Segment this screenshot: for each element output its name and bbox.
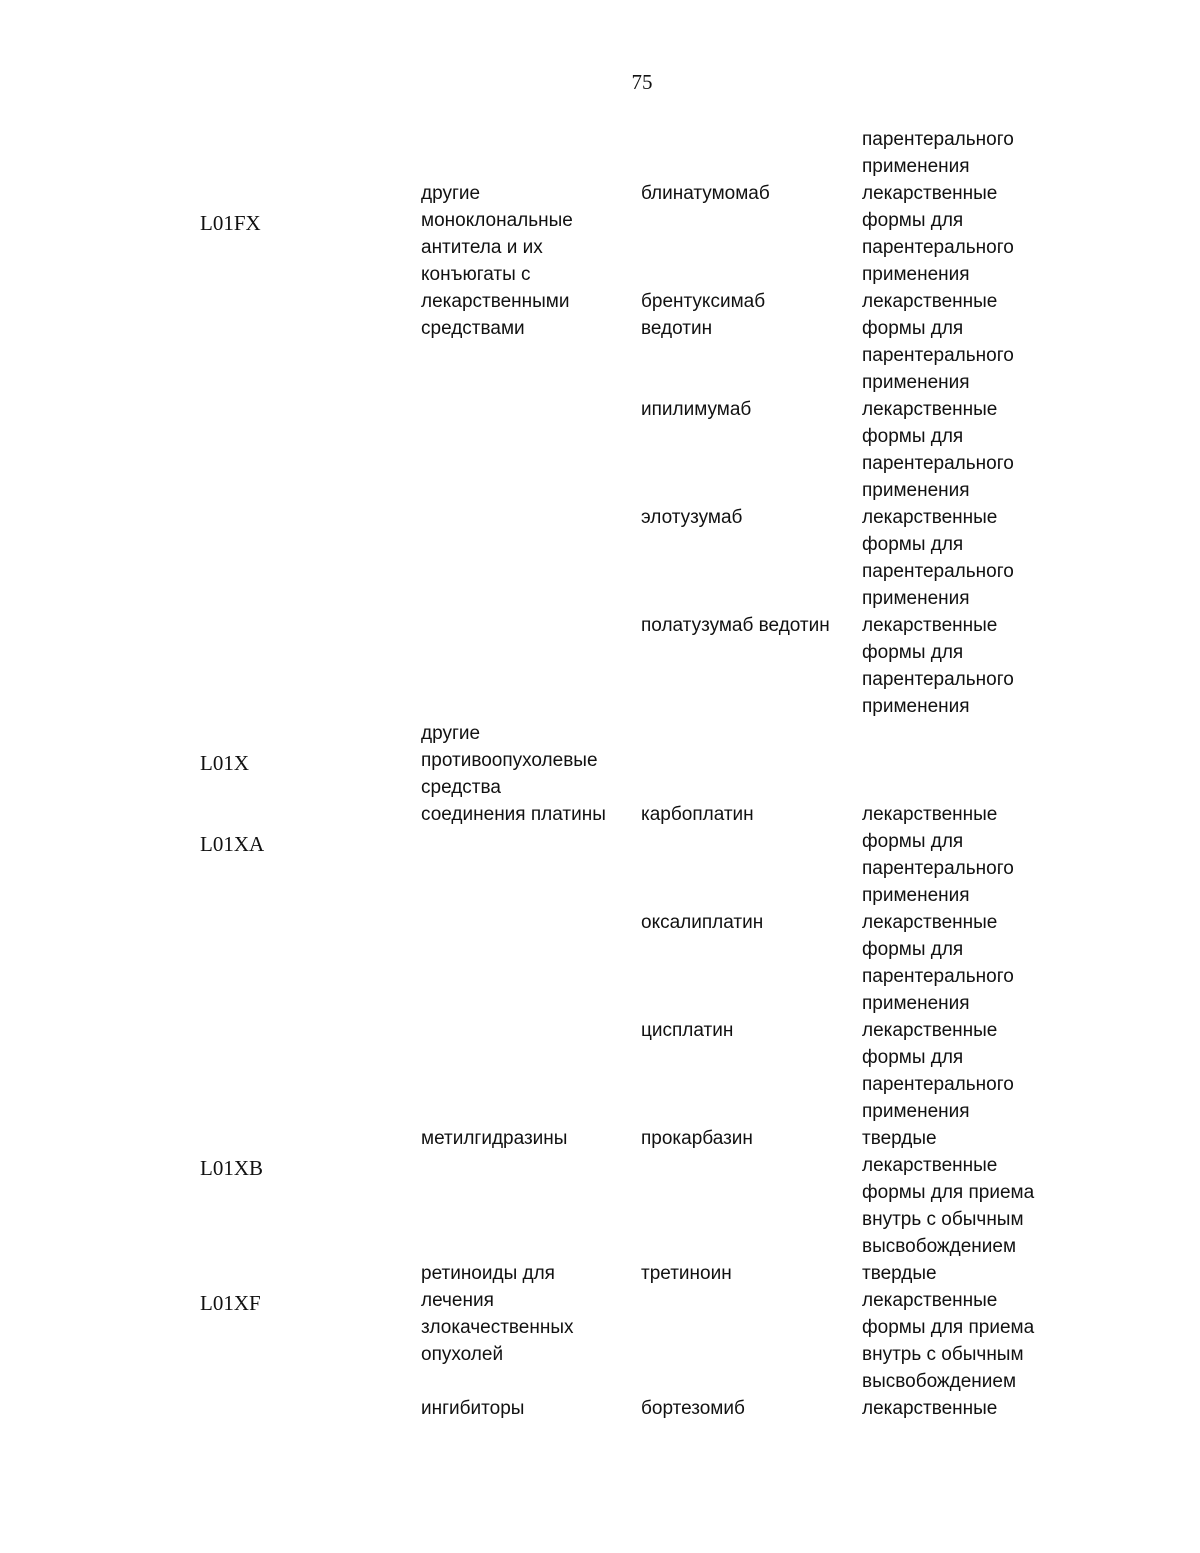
- drug-name: ведотин: [641, 318, 713, 339]
- table-row: [0, 1125, 1200, 1152]
- dosage-form: применения: [862, 480, 970, 501]
- dosage-form: парентерального: [862, 237, 1014, 258]
- dosage-form: парентерального: [862, 345, 1014, 366]
- table-row: [0, 153, 1200, 180]
- table-row: [0, 1206, 1200, 1233]
- dosage-form: твердые: [862, 1263, 937, 1284]
- table-row: [0, 1152, 1200, 1179]
- table-row: [0, 1179, 1200, 1206]
- table-row: [0, 1314, 1200, 1341]
- pharmacological-group: соединения платины: [421, 804, 606, 825]
- table-row: [0, 396, 1200, 423]
- dosage-form: формы для: [862, 210, 964, 231]
- table-row: [0, 1233, 1200, 1260]
- pharmacological-group: ретиноиды для: [421, 1263, 555, 1284]
- dosage-form: лекарственные: [862, 1020, 998, 1041]
- dosage-form: внутрь с обычным: [862, 1344, 1024, 1365]
- table-row: [0, 1287, 1200, 1314]
- dosage-form: лекарственные: [862, 804, 998, 825]
- table-row: [0, 1017, 1200, 1044]
- table-row: [0, 126, 1200, 153]
- dosage-form: парентерального: [862, 453, 1014, 474]
- dosage-form: формы для приема: [862, 1317, 1035, 1338]
- table-row: [0, 720, 1200, 747]
- table-row: [0, 504, 1200, 531]
- table-row: [0, 369, 1200, 396]
- dosage-form: применения: [862, 696, 970, 717]
- dosage-form: парентерального: [862, 129, 1014, 150]
- drug-name: прокарбазин: [641, 1128, 753, 1149]
- drug-name: полатузумаб ведотин: [641, 615, 830, 636]
- table-row: [0, 423, 1200, 450]
- table-row: [0, 288, 1200, 315]
- table-row: [0, 693, 1200, 720]
- dosage-form: формы для: [862, 318, 964, 339]
- table-row: [0, 774, 1200, 801]
- pharmacological-group: лекарственными: [421, 291, 570, 312]
- dosage-form: применения: [862, 156, 970, 177]
- dosage-form: лекарственные: [862, 1290, 998, 1311]
- dosage-form: твердые: [862, 1128, 937, 1149]
- table-row: [0, 315, 1200, 342]
- dosage-form: высвобождением: [862, 1371, 1017, 1392]
- pharmacological-group: антитела и их: [421, 237, 543, 258]
- dosage-form: формы для: [862, 534, 964, 555]
- table-row: [0, 855, 1200, 882]
- dosage-form: формы для: [862, 939, 964, 960]
- drug-name: элотузумаб: [641, 507, 743, 528]
- atc-code: L01X: [200, 751, 249, 775]
- atc-code: L01XA: [200, 832, 265, 856]
- dosage-form: применения: [862, 993, 970, 1014]
- dosage-form: применения: [862, 264, 970, 285]
- dosage-form: применения: [862, 1101, 970, 1122]
- drug-name: ипилимумаб: [641, 399, 752, 420]
- table-row: [0, 1395, 1200, 1422]
- table-row: [0, 477, 1200, 504]
- dosage-form: формы для: [862, 831, 964, 852]
- dosage-form: применения: [862, 885, 970, 906]
- drug-name: бортезомиб: [641, 1398, 745, 1419]
- dosage-form: применения: [862, 588, 970, 609]
- drug-name: блинатумомаб: [641, 183, 770, 204]
- table-row: [0, 909, 1200, 936]
- pharmacological-group: злокачественных: [421, 1317, 574, 1338]
- page-number: 75: [631, 70, 653, 94]
- dosage-form: лекарственные: [862, 912, 998, 933]
- drug-name: третиноин: [641, 1263, 732, 1284]
- dosage-form: применения: [862, 372, 970, 393]
- pharmacological-group: другие: [421, 183, 481, 204]
- table-row: [0, 531, 1200, 558]
- dosage-form: парентерального: [862, 669, 1014, 690]
- atc-code: L01XB: [200, 1156, 263, 1180]
- drug-name: цисплатин: [641, 1020, 734, 1041]
- table-row: [0, 207, 1200, 234]
- dosage-form: формы для: [862, 426, 964, 447]
- table-row: [0, 828, 1200, 855]
- table-row: [0, 612, 1200, 639]
- table-row: [0, 1098, 1200, 1125]
- table-row: [0, 342, 1200, 369]
- pharmacological-group: моноклональные: [421, 210, 573, 231]
- pharmacological-group: средства: [421, 777, 501, 798]
- dosage-form: парентерального: [862, 1074, 1014, 1095]
- table-row: [0, 666, 1200, 693]
- table-row: [0, 747, 1200, 774]
- drug-name: брентуксимаб: [641, 291, 766, 312]
- table-row: [0, 801, 1200, 828]
- table-row: [0, 585, 1200, 612]
- dosage-form: лекарственные: [862, 399, 998, 420]
- pharmacological-group: ингибиторы: [421, 1398, 525, 1419]
- dosage-form: лекарственные: [862, 507, 998, 528]
- table-row: [0, 963, 1200, 990]
- pharmacological-group: средствами: [421, 318, 525, 339]
- dosage-form: формы для: [862, 1047, 964, 1068]
- table-row: [0, 1071, 1200, 1098]
- pharmacological-group: противоопухолевые: [421, 750, 598, 771]
- table-row: [0, 180, 1200, 207]
- atc-code: L01XF: [200, 1291, 261, 1315]
- table-row: [0, 558, 1200, 585]
- table-row: [0, 234, 1200, 261]
- dosage-form: парентерального: [862, 561, 1014, 582]
- dosage-form: лекарственные: [862, 1398, 998, 1419]
- table-row: [0, 1368, 1200, 1395]
- pharmacological-group: другие: [421, 723, 481, 744]
- table-row: [0, 882, 1200, 909]
- table-row: [0, 936, 1200, 963]
- pharmacological-group: опухолей: [421, 1344, 504, 1365]
- table-row: [0, 1260, 1200, 1287]
- dosage-form: формы для: [862, 642, 964, 663]
- table-row: [0, 261, 1200, 288]
- dosage-form: лекарственные: [862, 615, 998, 636]
- drug-name: оксалиплатин: [641, 912, 764, 933]
- dosage-form: парентерального: [862, 966, 1014, 987]
- table-row: [0, 1044, 1200, 1071]
- pharmacological-group: конъюгаты с: [421, 264, 531, 285]
- table-row: [0, 1341, 1200, 1368]
- dosage-form: высвобождением: [862, 1236, 1017, 1257]
- pharmacological-group: лечения: [421, 1290, 494, 1311]
- dosage-form: внутрь с обычным: [862, 1209, 1024, 1230]
- dosage-form: лекарственные: [862, 291, 998, 312]
- dosage-form: парентерального: [862, 858, 1014, 879]
- atc-code: L01FX: [200, 211, 261, 235]
- table-row: [0, 990, 1200, 1017]
- dosage-form: лекарственные: [862, 183, 998, 204]
- table-row: [0, 450, 1200, 477]
- drug-name: карбоплатин: [641, 804, 754, 825]
- dosage-form: лекарственные: [862, 1155, 998, 1176]
- table-row: [0, 639, 1200, 666]
- dosage-form: формы для приема: [862, 1182, 1035, 1203]
- pharmacological-group: метилгидразины: [421, 1128, 568, 1149]
